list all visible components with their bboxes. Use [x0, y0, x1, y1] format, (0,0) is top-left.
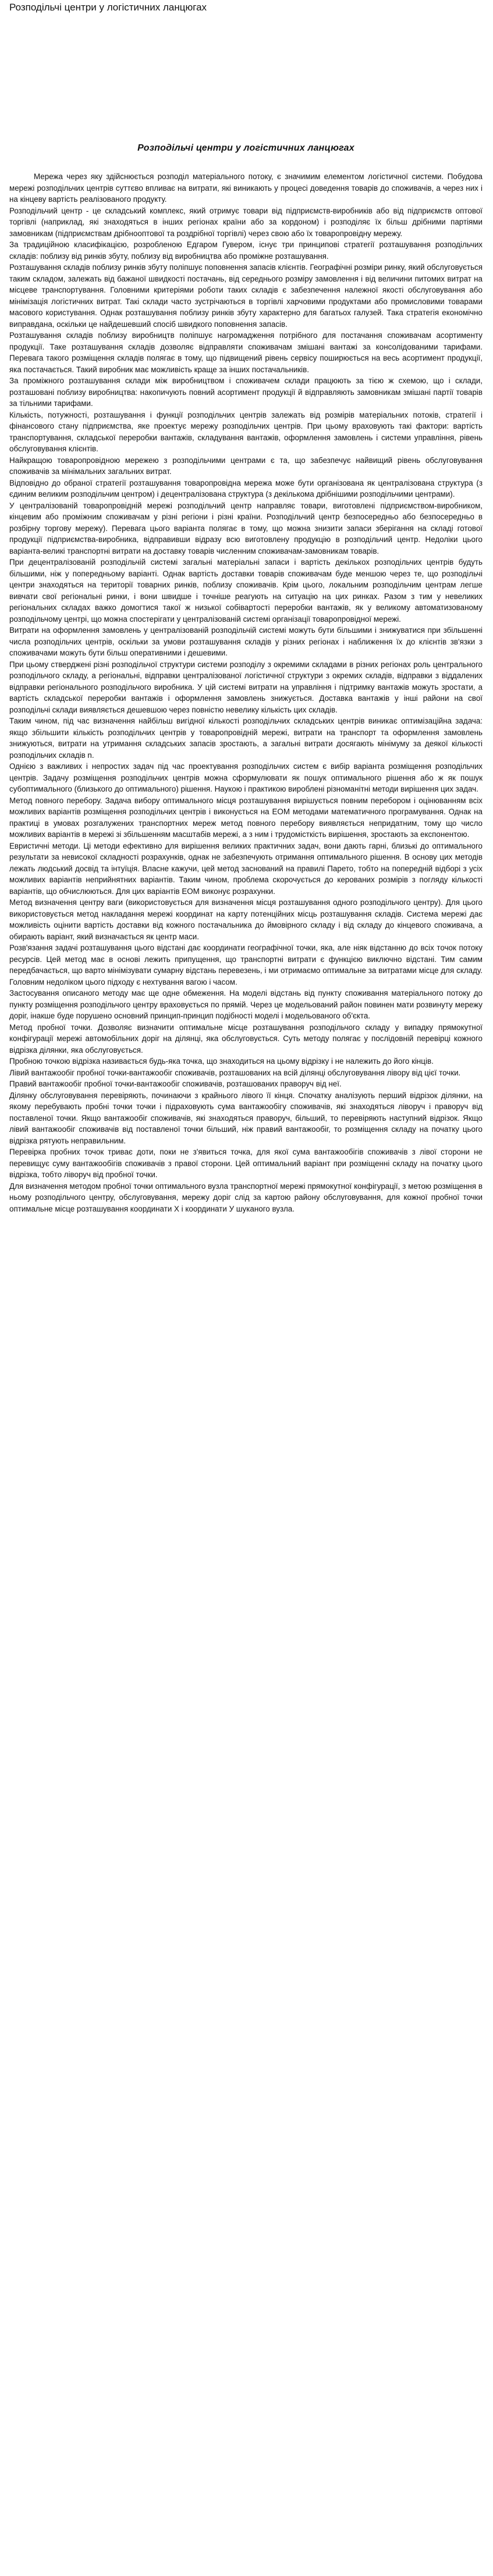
paragraph: Розподільчий центр - це складський комплекс, який отримує товари від підприємств-виробників або від підприємств оптової торгівлі (наприклад, які знаходяться в інших регіонах країни або за кордоном) і розподіляє їх більш дрібними партіями замовникам (підприємствам дрібнооптової та роздрібної торгівлі) через свою або їх товаропровідну мережу.: [9, 206, 483, 238]
paragraph: Правий вантажообіг пробної точки-вантажообіг споживачів, розташованих праворуч від неї.: [9, 1079, 342, 1088]
article-heading: Розподільчі центри у логістичних ланцюгах: [137, 143, 354, 153]
paragraph: За проміжного розташування склади між виробництвом і споживачем склади працюють за тією ж схемою, що і склади, розташовані поблизу виробництва: накопичують повний асортимент продукції й відправляють замовникам змішані партії товарів за тільними тарифами.: [9, 376, 483, 408]
paragraph: Метод пробної точки. Дозволяє визначити оптимальне місце розташування розподільчого складу у випадку прямокутної конфігурації мережі автомобільних доріг на ділянці, яка обслуговується. Суть методу полягає у послідовній перевірці кожного відрізка ділянки, яка обслуговується.: [9, 1022, 483, 1054]
paragraph: При цьому стверджені різні розподільчої структури системи розподілу з окремими складами в різних регіонах роль центрального розподільчого складу, а регіональні, відправки централізованої логістичної структури з окремих складів, відправки з віддалених відправки регіонального розподільчого виробника. У цій системі витрати на управління і підтримку вантажів можуть зростати, а вартість складської переробки вантажів і оформлення замовлень знижується. Доставка вантажів у інші райони на свої розподільчі склади виявляється дешевшою через повністю невелику кількість цих складів.: [9, 660, 483, 714]
document-page: [0, 1, 493, 1226]
paragraph: Для визначення методом пробної точки оптимального вузла транспортної мережі прямокутної конфігурації, з метою розміщення в ньому розподільчого центру, обслуговування, мережу доріг слід за картою району обслуговування, для кожної пробної точки оптимальне місце розташування координати X і координати У шуканого вузла.: [9, 1181, 483, 1213]
paragraph: Розв'язання задачі розташування цього відстані дає координати географічної точки, яка, але ніяк відстанню до всіх точок потоку ресурсів. Цей метод має в основі лежить припущення, що транспортні витрати є функцією виключно відстані. Тим самим передбачається, що варто мінімізувати сумарну відстань перевезень, і ми отримаємо оптимальне за витратами місце для складу. Головним недоліком цього підходу є нехтування вагою і часом.: [9, 943, 483, 986]
paragraph: Відповідно до обраної стратегії розташування товаропровідна мережа може бути організована як централізована структура (з єдиним великим розподільчим центром) і децентралізована структура (з декількома дрібнішими розподільчими центрами).: [9, 478, 483, 498]
paragraph: Перевірка пробних точок триває доти, поки не з'явиться точка, для якої сума вантажообігів споживачів з лівої сторони не перевищує суму вантажообігів споживачів з правої сторони. Цей оптимальний варіант при розміщенні складу на початку цього відрізка, тобто ліворуч від пробної точки.: [9, 1148, 483, 1179]
paragraph: Розташування складів поблизу виробництв поліпшує нагромадження потрібного для постачання споживачам асортименту продукції. Таке розташування складів дозволяє відправляти споживачам змішані вантажі за консолідованими тарифами. Перевага такого розміщення складів полягає в тому, що підвищений рівень сервісу поширюється на весь асортимент продукції, яка постачається. Такий виробник має можливість краще за інших постачальників.: [9, 331, 483, 374]
paragraph: Однією з важливих і непростих задач під час проектування розподільчих систем є вибір варіанта розміщення розподільчих центрів. Задачу розміщення розподільчих центрів можна сформулювати як пошук оптимального рішення або ж як пошук субоптимального (близького до оптимального) рішення. Наукою і практикою вироблені різноманітні методи вирішення цих задач.: [9, 762, 483, 793]
paragraph: Ділянку обслуговування перевіряють, починаючи з крайнього лівого її кінця. Спочатку аналізують перший відрізок ділянки, на якому перебувають пробні точки точки і підраховують сума вантажообігу споживачів, які знаходяться ліворуч і праворуч від поставленої точки. Якщо вантажообіг споживачів, які знаходяться праворуч, більший, то перевіряють наступний відрізок. Якщо лівий вантажообіг споживачів від поставленої точки більший, ніж правий вантажообіг, то розміщення складу на початку цього відрізка рятують неправильним.: [9, 1091, 483, 1145]
paragraph: Евристичні методи. Ці методи ефективно для вирішення великих практичних задач, вони дають гарні, близькі до оптимального результати за невисокої складності розрахунків, однак не забезпечують отримання оптимального рішення. В основу цих методів лежать людський досвід та інтуїція. Власне кажучи, цей метод заснований на правилі Парето, тобто на попередній відборі з усіх можливих варіантів неприйнятних варіантів. Таким чином, проблема скорочується до керованих розмірів з погляду кількості варіантів, що обчислюються. Для цих варіантів ЕОМ виконує розрахунки.: [9, 841, 483, 896]
paragraph: За традиційною класифікацією, розробленою Едгаром Гувером, існує три принципові стратегії розташування розподільчих складів: поблизу від ринків збуту, поблизу від виробництва або проміжне розташування.: [9, 240, 483, 261]
paragraph: Метод визначення центру ваги (використовується для визначення місця розташування одного розподільчого центру). Для цього використовується метод накладання мережі координат на карту потенційних місць розташування складів. Система мережі дає можливість оцінити вартість доставки від кожного постачальника до ймовірного складу і від складу до кінцевого споживача, а обирають варіант, який визначається як центр маси.: [9, 898, 483, 941]
paragraph: У централізованій товаропровідній мережі розподільчий центр направляє товари, виготовлені підприємством-виробником, кінцевим або проміжним споживачам у різні регіони і різні країни. Розподільчий центр безпосередньо або безпосередньо в розбірну торгову мережу). Перевага цього варіанта полягає в тому, що можна знизити запаси зберігання на складі готової продукції підприємства-виробника, відправивши відразу всю виготовлену продукцію в розподільчий центр. Недоліки цього варіанта-великі транспортні витрати на доставку товарів численним споживачам-замовникам товарів.: [9, 501, 483, 555]
paragraph: Мережа через яку здійснюється розподіл матеріального потоку, є значимим елементом логістичної системи. Побудова мережі розподільчих центрів суттєво впливає на витрати, які виникають у процесі доведення товарів до споживачів, а через них і на кінцеву вартість реалізованого продукту.: [9, 172, 483, 204]
page-title: Розподільчі центри у логістичних ланцюгах: [9, 2, 207, 13]
paragraph: Метод повного перебору. Задача вибору оптимального місця розташування вирішується повним перебором і оцінюванням всіх можливих варіантів розміщення розподільчих центрів і виконується на ЕОМ методами математичного програмування. Однак на практиці в умовах розгалужених транспортних мереж метод повного перебору виявляється непридатним, тому що число можливих варіантів в мережі зі збільшенням масштабів мережі, а з ним і трудомісткість вирішення, зростають за експонентою.: [9, 796, 483, 839]
paragraph: Розташування складів поблизу ринків збуту поліпшує поповнення запасів клієнтів. Географічні розміри ринку, який обслуговується таким складом, залежать від бажаної швидкості постачань, від середнього розміру замовлення і від величини питомих витрат на місцеве транспортування. Головними критеріями роботи таких складів є забезпечення належної якості обслуговування або мінімізація логістичних витрат. Такі склади часто зустрічаються в торгівлі харчовими продуктами або промисловими товарами масового користування. Однак розташування поблизу ринків збуту характерно для багатьох галузей. Така стратегія економічно виправдана, оскільки це найдешевший спосіб швидкого поповнення запасів.: [9, 263, 483, 329]
paragraph: Лівий вантажообіг пробної точки-вантажообіг споживачів, розташованих на всій ділянці обслуговування лівору від цієї точки.: [9, 1068, 461, 1077]
paragraph: Кількість, потужності, розташування і функції розподільчих центрів залежать від розмірів матеріальних потоків, стратегії і фінансового стану підприємства, яке проектує мережу розподільчих центрів. При цьому враховують такі фактори: вартість транспортування, складської переробки вантажів, складування вантажів, оформлення замовлень і системи управління, рівень обслуговування клієнтів.: [9, 410, 483, 453]
paragraph: При децентралізованій розподільчій системі загальні матеріальні запаси і вартість декількох розподільчих центрів будуть більшими, ніж у попередньому варіанті. Однак вартість доставки товарів споживачам буде меншою через те, що розподільчі центри знаходяться на території товарних ринків, поблизу споживачів. Крім цього, локальним розподільчим центрам легше вивчати свої регіональні ринки, і вони швидше і точніше реагують на ситуацію на цих ринках. Разом з тим у невеликих регіональних складах важко домогтися такої ж низької собівартості переробки вантажів, як у великому автоматизованому розподільчому центрі, що можна спостерігати у централізованій системі організації товаропровідної мережі.: [9, 558, 483, 623]
article-body: [9, 171, 483, 1214]
paragraph: Таким чином, під час визначення найбільш вигідної кількості розподільчих складських центрів виникає оптимізаційна задача: якщо збільшити кількість розподільчих центрів у товаропровідній мережі, витрати на транспорт та оформлення замовлень знижуються, витрати на утримання складських запасів зростають, а загальні витрати досягають мінімуму за деякої кількості розподільчих складів n.: [9, 717, 483, 760]
paragraph: Застосування описаного методу має ще одне обмеження. На моделі відстань від пункту споживання матеріального потоку до пункту розміщення розподільчого центру враховується по прямій. Через це модельований район повинен мати розвинуту мережу доріг, інакше буде порушено основний принцип-принцип подібності моделі і модельованого об'єкта.: [9, 989, 483, 1020]
paragraph: Пробною точкою відрізка називається будь-яка точка, що знаходиться на цьому відрізку і не належить до його кінців.: [9, 1057, 434, 1066]
paragraph: Витрати на оформлення замовлень у централізованій розподільчій системі можуть бути більшими і знижуватися при збільшенні числа розподільчих центрів, оскільки за умови розташування складів у різних регіонах і наближення їх до клієнтів зв'язки з споживачами можуть бути більш оперативними і дешевими.: [9, 626, 483, 657]
paragraph: Найкращою товаропровідною мережею з розподільчими центрами є та, що забезпечує найвищий рівень обслуговування споживачів за мінімальних загальних витрат.: [9, 455, 483, 476]
